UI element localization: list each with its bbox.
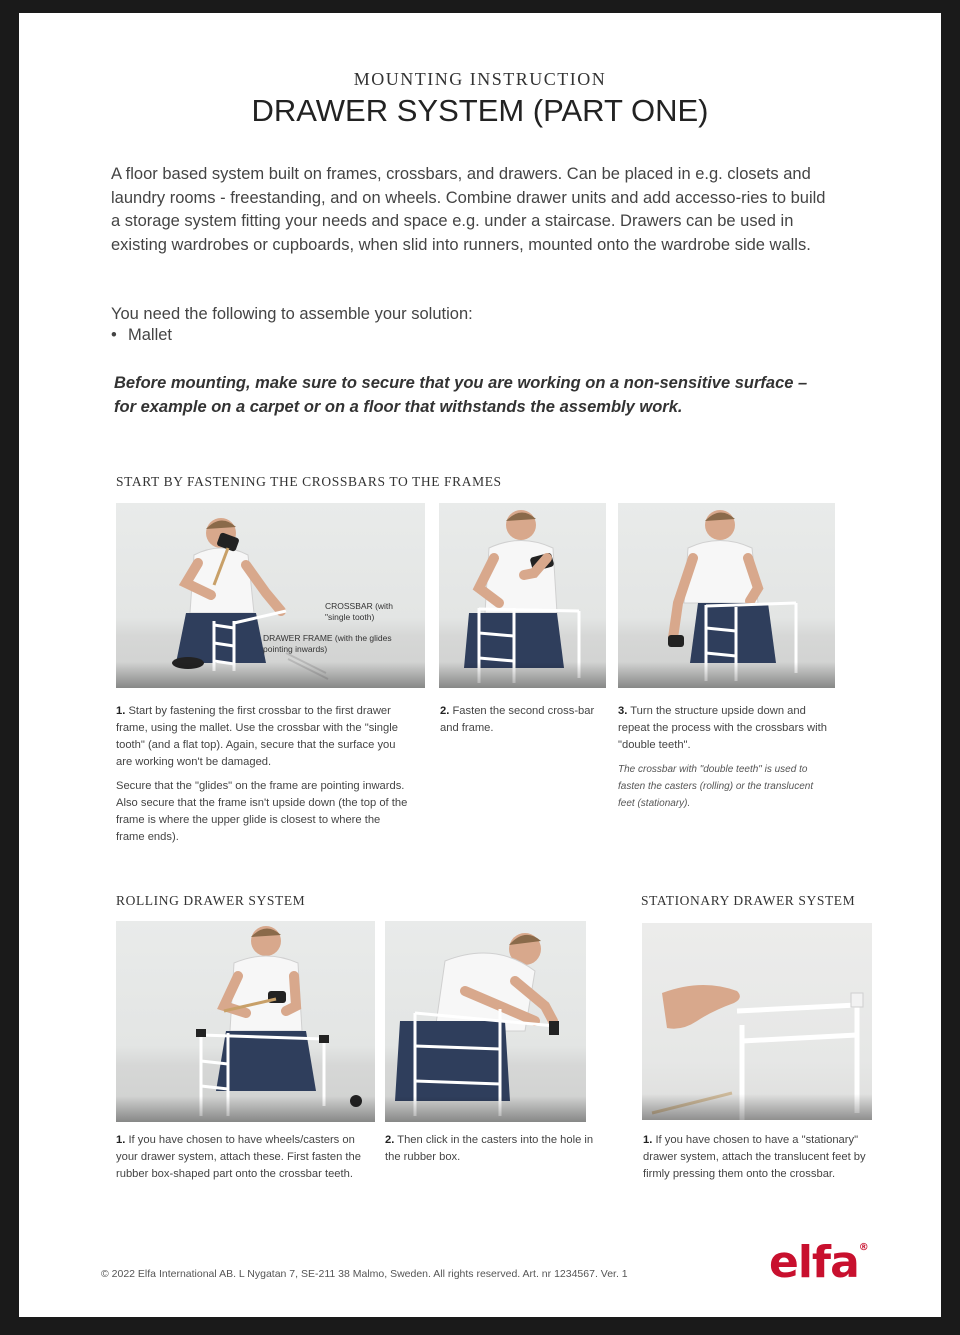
rolling-step-1-photo [116, 921, 375, 1122]
stationary-step-1-text: If you have chosen to have a "stationary" drawer system, attach the translucent feet by firmly pressing them onto the crossbar. [643, 1134, 866, 1180]
step-3-caption [618, 703, 840, 754]
elfa-logo [769, 1237, 868, 1288]
stationary-step-1-number: 1. [643, 1134, 653, 1146]
step-2-caption [440, 703, 600, 737]
person-clicking-in-casters-illustration [385, 921, 586, 1122]
rolling-step-2-photo [385, 921, 586, 1122]
step-2-photo [439, 503, 606, 688]
step-2-number: 2. [440, 705, 450, 717]
document-title: DRAWER SYSTEM (PART ONE) [251, 93, 709, 128]
tool-name: Mallet [128, 326, 173, 344]
rolling-step-1-caption [116, 1132, 378, 1183]
copyright-footer: © 2022 Elfa International AB. L Nygatan 7, SE-211 38 Malmo, Sweden. All rights reserved. Art. nr 1234567. Ver. 1 [101, 1268, 628, 1280]
person-hammering-illustration [116, 503, 425, 688]
person-fastening-crossbar-illustration [439, 503, 606, 688]
section-heading-rolling: ROLLING DRAWER SYSTEM [116, 893, 306, 908]
stationary-step-1-caption [643, 1132, 893, 1183]
bullet-icon: • [111, 326, 117, 344]
step-1-caption-secondary: Secure that the "glides" on the frame are pointing inwards. Also secure that the frame isn't upside down (the top of the frame is where the upper glide is closest to where the frame ends). [116, 780, 408, 843]
step-3-text: Turn the structure upside down and repeat the process with the crossbars with "double teeth". [618, 705, 827, 751]
step-1-number: 1. [116, 705, 126, 717]
step-3-photo [618, 503, 835, 688]
rolling-step-1-number: 1. [116, 1134, 126, 1146]
hand-pressing-feet-illustration [642, 923, 872, 1120]
frame-label: DRAWER FRAME (with the glides pointing inwards) [263, 633, 392, 654]
step-3-number: 3. [618, 705, 628, 717]
person-turning-structure-illustration [618, 503, 835, 688]
rolling-step-1-text: If you have chosen to have wheels/casters on your drawer system, attach these. First fasten the rubber box-shaped part onto the crossbar teeth. [116, 1134, 361, 1180]
step-2-text: Fasten the second cross-bar and frame. [440, 705, 595, 734]
step-3-note: The crossbar with "double teeth" is used to fasten the casters (rolling) or the translucent feet (stationary). [618, 764, 814, 809]
crossbar-label: CROSSBAR (with "single tooth) [325, 601, 394, 622]
warning-text: Before mounting, make sure to secure that you are working on a non-sensitive surface – for example on a carpet or on a floor that withstands the assembly work. [114, 374, 808, 416]
tools-needed-text: You need the following to assemble your solution: [111, 305, 473, 323]
logo-text: elfa [769, 1237, 859, 1288]
intro-paragraph: A floor based system built on frames, crossbars, and drawers. Can be placed in e.g. closets and laundry rooms - freestanding, and on wheels. Combine drawer units and add accesso-ries to build a storage system fitting your needs and space e.g. under a staircase. Drawers can be used in existing wardrobes or cupboards, when slid into runners, mounted onto the wardrobe side walls. [111, 165, 826, 254]
section-heading-crossbars: START BY FASTENING THE CROSSBARS TO THE FRAMES [116, 474, 502, 489]
instruction-page [19, 13, 941, 1317]
rolling-step-2-caption [385, 1132, 595, 1166]
rolling-step-2-number: 2. [385, 1134, 395, 1146]
tool-list-item [111, 326, 172, 345]
document-subtitle: MOUNTING INSTRUCTION [353, 69, 607, 89]
registered-mark: ® [858, 1242, 868, 1253]
section-heading-stationary: STATIONARY DRAWER SYSTEM [641, 893, 856, 908]
step-1-caption [116, 703, 408, 771]
person-attaching-rubber-box-illustration [116, 921, 375, 1122]
step-1-photo [116, 503, 425, 688]
step-1-text: Start by fastening the first crossbar to the first drawer frame, using the mallet. Use the crossbar with the "single tooth" (and a flat top). Again, secure that the surface you are working won't be damaged. [116, 705, 398, 768]
stationary-step-1-photo [642, 923, 872, 1120]
rolling-step-2-text: Then click in the casters into the hole in the rubber box. [385, 1134, 594, 1163]
